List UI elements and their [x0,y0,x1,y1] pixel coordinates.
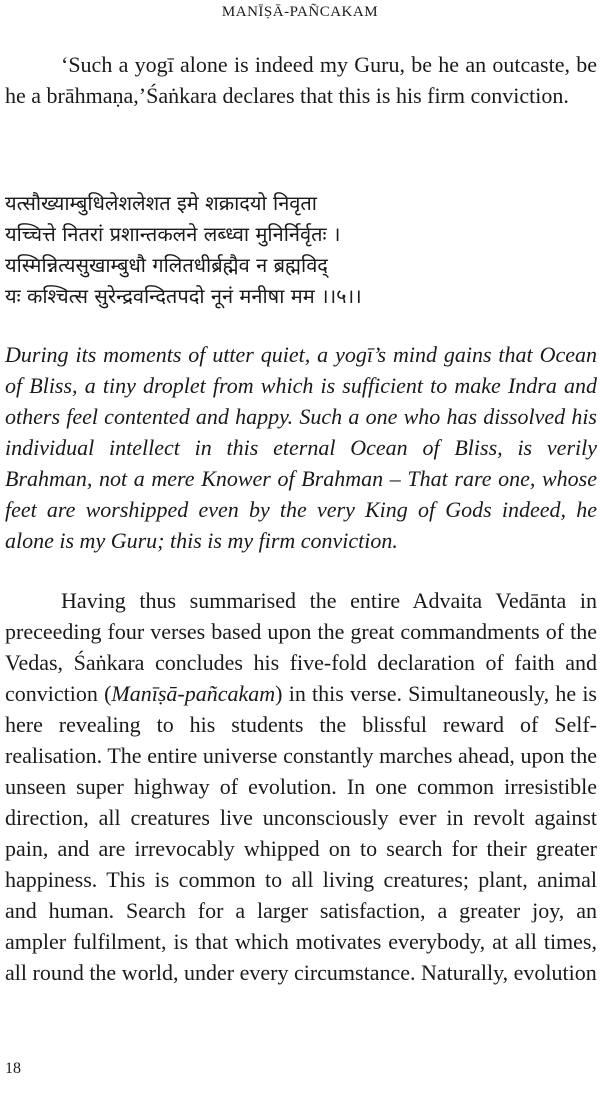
running-head-title: MANĪṢĀ-PAÑCAKAM [221,4,379,20]
intro-section [5,49,597,111]
commentary-text-end: ) in this verse. Simultaneously, he is here revealing to his students the blissful reward of Self-realisation. The entire universe constantly marches ahead, upon the unseen super highway of evolution. In one common irresistible direction, all creatures live unconsciously ever in revolt against pain, and are irrevocably whipped on to search for their greater happiness. This is common to all living creatures; plant, animal and human. Search for a larger satisfaction, a greater joy, an ampler fulfilment, is that which motivates everybody, at all times, all round the world, under every circumstance. Naturally, evolution [5,681,597,985]
verse-line-1: यत्सौख्याम्बुधिलेशलेशत इमे शक्रादयो निवृता [5,191,317,215]
page-number: 18 [5,1060,21,1077]
commentary-text-start: Having thus summarised the entire Advaita Vedānta in preceeding four verses based upon the great commandments of the Vedas, Śaṅkara concludes his five-fold declaration of faith and conviction ( [5,588,597,706]
translation-paragraph: During its moments of utter quiet, a yogī’s mind gains that Ocean of Bliss, a tiny droplet from which is sufficient to make Indra and others feel contented and happy. Such a one who has dissolved his individual intellect in this eternal Ocean of Bliss, is verily Brahman, not a mere Knower of Brahman – That rare one, whose feet are worshipped even by the very King of Gods indeed, he alone is my Guru; this is my firm conviction. [5,342,597,553]
sanskrit-verse [5,188,597,312]
verse-line-3: यस्मिन्नित्यसुखाम्बुधौ गलितधीर्ब्रह्मैव न ब्रह्मविद् [5,253,328,277]
translation-section [5,339,597,556]
commentary-italic-term: Manīṣā-pañcakam [111,681,276,706]
verse-line-2: यच्चित्ते नितरां प्रशान्तकलने लब्ध्वा मुनिर्निर्वृतः । [5,222,341,246]
verse-line-4: यः कश्चित्स सुरेन्द्रवन्दितपदो नूनं मनीषा मम ।।५।। [5,284,362,308]
commentary-section [5,585,597,988]
commentary-paragraph [5,585,597,988]
intro-paragraph: ‘Such a yogī alone is indeed my Guru, be he an outcaste, be he a brāhmaṇa,’Śaṅkara declares that this is his firm conviction. [5,52,597,108]
